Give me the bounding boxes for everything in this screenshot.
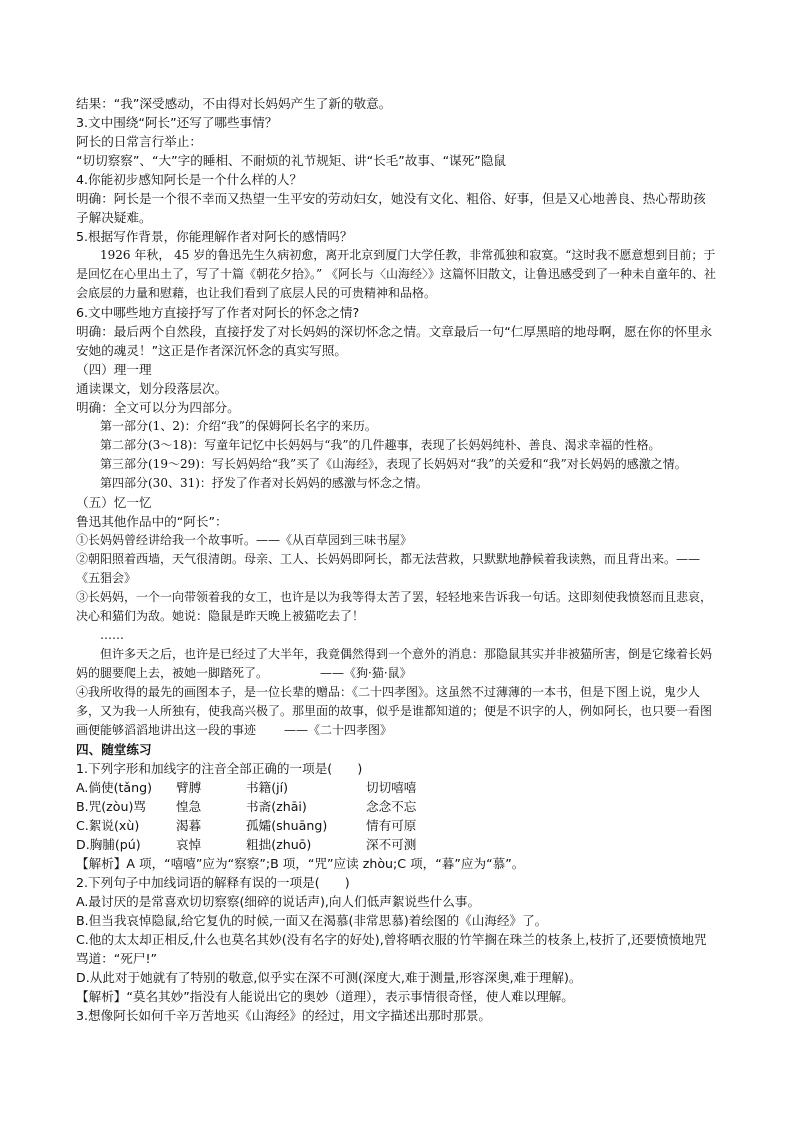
analysis-2: 【解析】“莫名其妙”指没有人能说出它的奥妙（道理），表示事情很奇怪，使人难以理解。 [76, 989, 574, 1004]
option-word: 念念不忘 [366, 799, 417, 814]
option-word: 臂膊 [176, 780, 202, 795]
quote-1: ①长妈妈曾经讲给我一个故事听。——《从百草园到三味书屋》 [76, 533, 413, 547]
exercise-1-option-d [76, 835, 716, 854]
section-heading-practice: 四、随堂练习 [76, 742, 152, 757]
option-word: D.胸脯(pú) [76, 837, 141, 852]
option-word: 哀悼 [176, 837, 202, 852]
instruction: 通读课文，划分段落层次。 [76, 381, 228, 396]
section-heading-5: （五）忆一忆 [76, 495, 152, 510]
quote-2: ②朝阳照着西墙，天气很清朗。母亲、工人、长妈妈即阿长，都无法营救，只默默地静候着我读熟，而且背出来。——《五猖会》 [76, 552, 701, 585]
exercise-2-option-a: A.最讨厌的是常喜欢切切察察(细碎的说话声),向人们低声絮说些什么事。 [76, 894, 481, 909]
option-word: 深不可测 [366, 837, 417, 852]
option-word: 粗拙(zhuō) [246, 837, 312, 852]
part-4: 第四部分(30、31)：抒发了作者对长妈妈的感激与怀念之情。 [100, 476, 428, 490]
quote-4-source: ——《二十四孝图》 [284, 723, 393, 737]
exercise-3: 3.想像阿长如何千辛万苦地买《山海经》的经过，用文字描述出那时那景。 [76, 1008, 492, 1023]
result-line: 结果：“我”深受感动，不由得对长妈妈产生了新的敬意。 [76, 96, 392, 111]
option-word: C.絮说(xù) [76, 818, 140, 833]
option-word: 情有可原 [366, 818, 417, 833]
section-heading-4: （四）理一理 [76, 362, 152, 377]
answer-label: 阿长的日常言行举止： [76, 134, 202, 149]
answer-events: “切切察察”、“大”字的睡相、不耐烦的礼节规矩、讲“长毛”故事、“谋死”隐鼠 [76, 153, 507, 168]
exercise-2: 2.下列句子中加线词语的解释有误的一项是( ) [76, 875, 350, 890]
part-2: 第二部分(3～18)：写童年记忆中长妈妈与“我”的几件趣事，表现了长妈妈纯朴、善良、渴求幸福的性格。 [100, 438, 661, 452]
answer-4: 明确：阿长是一个很不幸而又热望一生平安的劳动妇女，她没有文化、粗俗、好事，但是又心地善良、热心帮助孩子解决疑难。 [76, 191, 706, 225]
option-word: 书籍(jí) [246, 780, 289, 795]
document-page [76, 94, 716, 1025]
part-3: 第三部分(19～29)：写长妈妈给“我”买了《山海经》，表现了长妈妈对“我”的关爱和“我”对长妈妈的感激之情。 [100, 457, 687, 471]
quote-4-text: ④我所收得的最先的画图本子，是一位长辈的赠品：《二十四孝图》。这虽然不过薄薄的一本书，但是下图上说，鬼少人多，又为我一人所独有，使我高兴极了。那里面的故事，似乎是谁都知道的；便是不识字的人，例如阿长，也只要一看图画便能够滔滔地讲出这一段的事迹 [76, 685, 713, 737]
option-word: B.咒(zòu)骂 [76, 799, 146, 814]
option-word: 孤孀(shuāng) [246, 818, 328, 833]
exercise-1-option-c [76, 816, 716, 835]
analysis-1: 【解析】A 项，“嘻嘻”应为“察察”;B 项，“咒”应读 zhòu;C 项，“暮”应为“慕”。 [76, 856, 525, 871]
quote-3: ③长妈妈，一个一向带领着我的女工，也许是以为我等得太苦了罢，轻轻地来告诉我一句话。这即刻使我愤怒而且悲哀，决心和猫们为敌。她说：隐鼠是昨天晚上被猫吃去了！ [76, 590, 713, 623]
exercise-2-option-c: C.他的太太却正相反,什么也莫名其妙(没有名字的好处),曾将晒衣服的竹竿搁在珠兰的枝条上,枝折了,还要愤愤地咒骂道：“死尸!” [76, 932, 707, 966]
exercise-2-option-d: D.从此对于她就有了特别的敬意,似乎实在深不可测(深度大,难于测量,形容深奥,难于理解)。 [76, 970, 582, 985]
part-1: 第一部分(1、2)：介绍“我”的保姆阿长名字的来历。 [100, 419, 377, 433]
option-word: 惶急 [176, 799, 202, 814]
quote-3-continued [76, 645, 716, 683]
question-4: 4.你能初步感知阿长是一个什么样的人？ [76, 172, 303, 187]
exercise-1: 1.下列字形和加线字的注音全部正确的一项是( ) [76, 761, 363, 776]
answer-structure: 明确：全文可以分为四部分。 [76, 400, 240, 415]
ellipsis: …… [100, 628, 124, 642]
question-6: 6.文中哪些地方直接抒写了作者对阿长的怀念之情? [76, 305, 360, 320]
option-word: 渴暮 [176, 818, 202, 833]
quote-3-source: ——《狗·猫·鼠》 [320, 666, 412, 680]
question-3: 3.文中围绕“阿长”还写了哪些事情？ [76, 115, 278, 130]
answer-6: 明确：最后两个自然段，直接抒发了对长妈妈的深切怀念之情。文章最后一句“仁厚黑暗的地母啊，愿在你的怀里永安她的魂灵！”这正是作者深沉怀念的真实写照。 [76, 324, 713, 358]
quote-4 [76, 683, 716, 740]
option-word: 切切嘻嘻 [366, 780, 417, 795]
option-word: 书斋(zhāi) [246, 799, 307, 814]
option-word: A.倘使(tǎng) [76, 780, 153, 795]
exercise-1-option-a [76, 778, 716, 797]
quote-3-text: 但许多天之后，也许是已经过了大半年，我竟偶然得到一个意外的消息：那隐鼠其实并非被猫所害，倒是它缘着长妈妈的腿要爬上去，被她一脚踏死了。 [76, 647, 713, 680]
background-paragraph: 1926 年秋， 45 岁的鲁迅先生久病初愈，离开北京到厦门大学任教，非常孤独和寂寞。“这时我不愿意想到目前；于是回忆在心里出土了，写了十篇《朝花夕拾》。” 《阿长与〈山海经〉》这篇怀旧散文，让鲁迅感受到了一种未自童年的、社会底层的力量和慰藉，也让我们看到了底层人民的可贵精神和品格。 [76, 248, 716, 300]
other-works-label: 鲁迅其他作品中的“阿长”： [76, 514, 228, 529]
exercise-2-option-b: B.但当我哀悼隐鼠,给它复仇的时候,一面又在渴慕(非常思慕)着绘图的《山海经》了。 [76, 913, 548, 928]
question-5: 5.根据写作背景，你能理解作者对阿长的感情吗？ [76, 229, 353, 244]
exercise-1-option-b [76, 797, 716, 816]
